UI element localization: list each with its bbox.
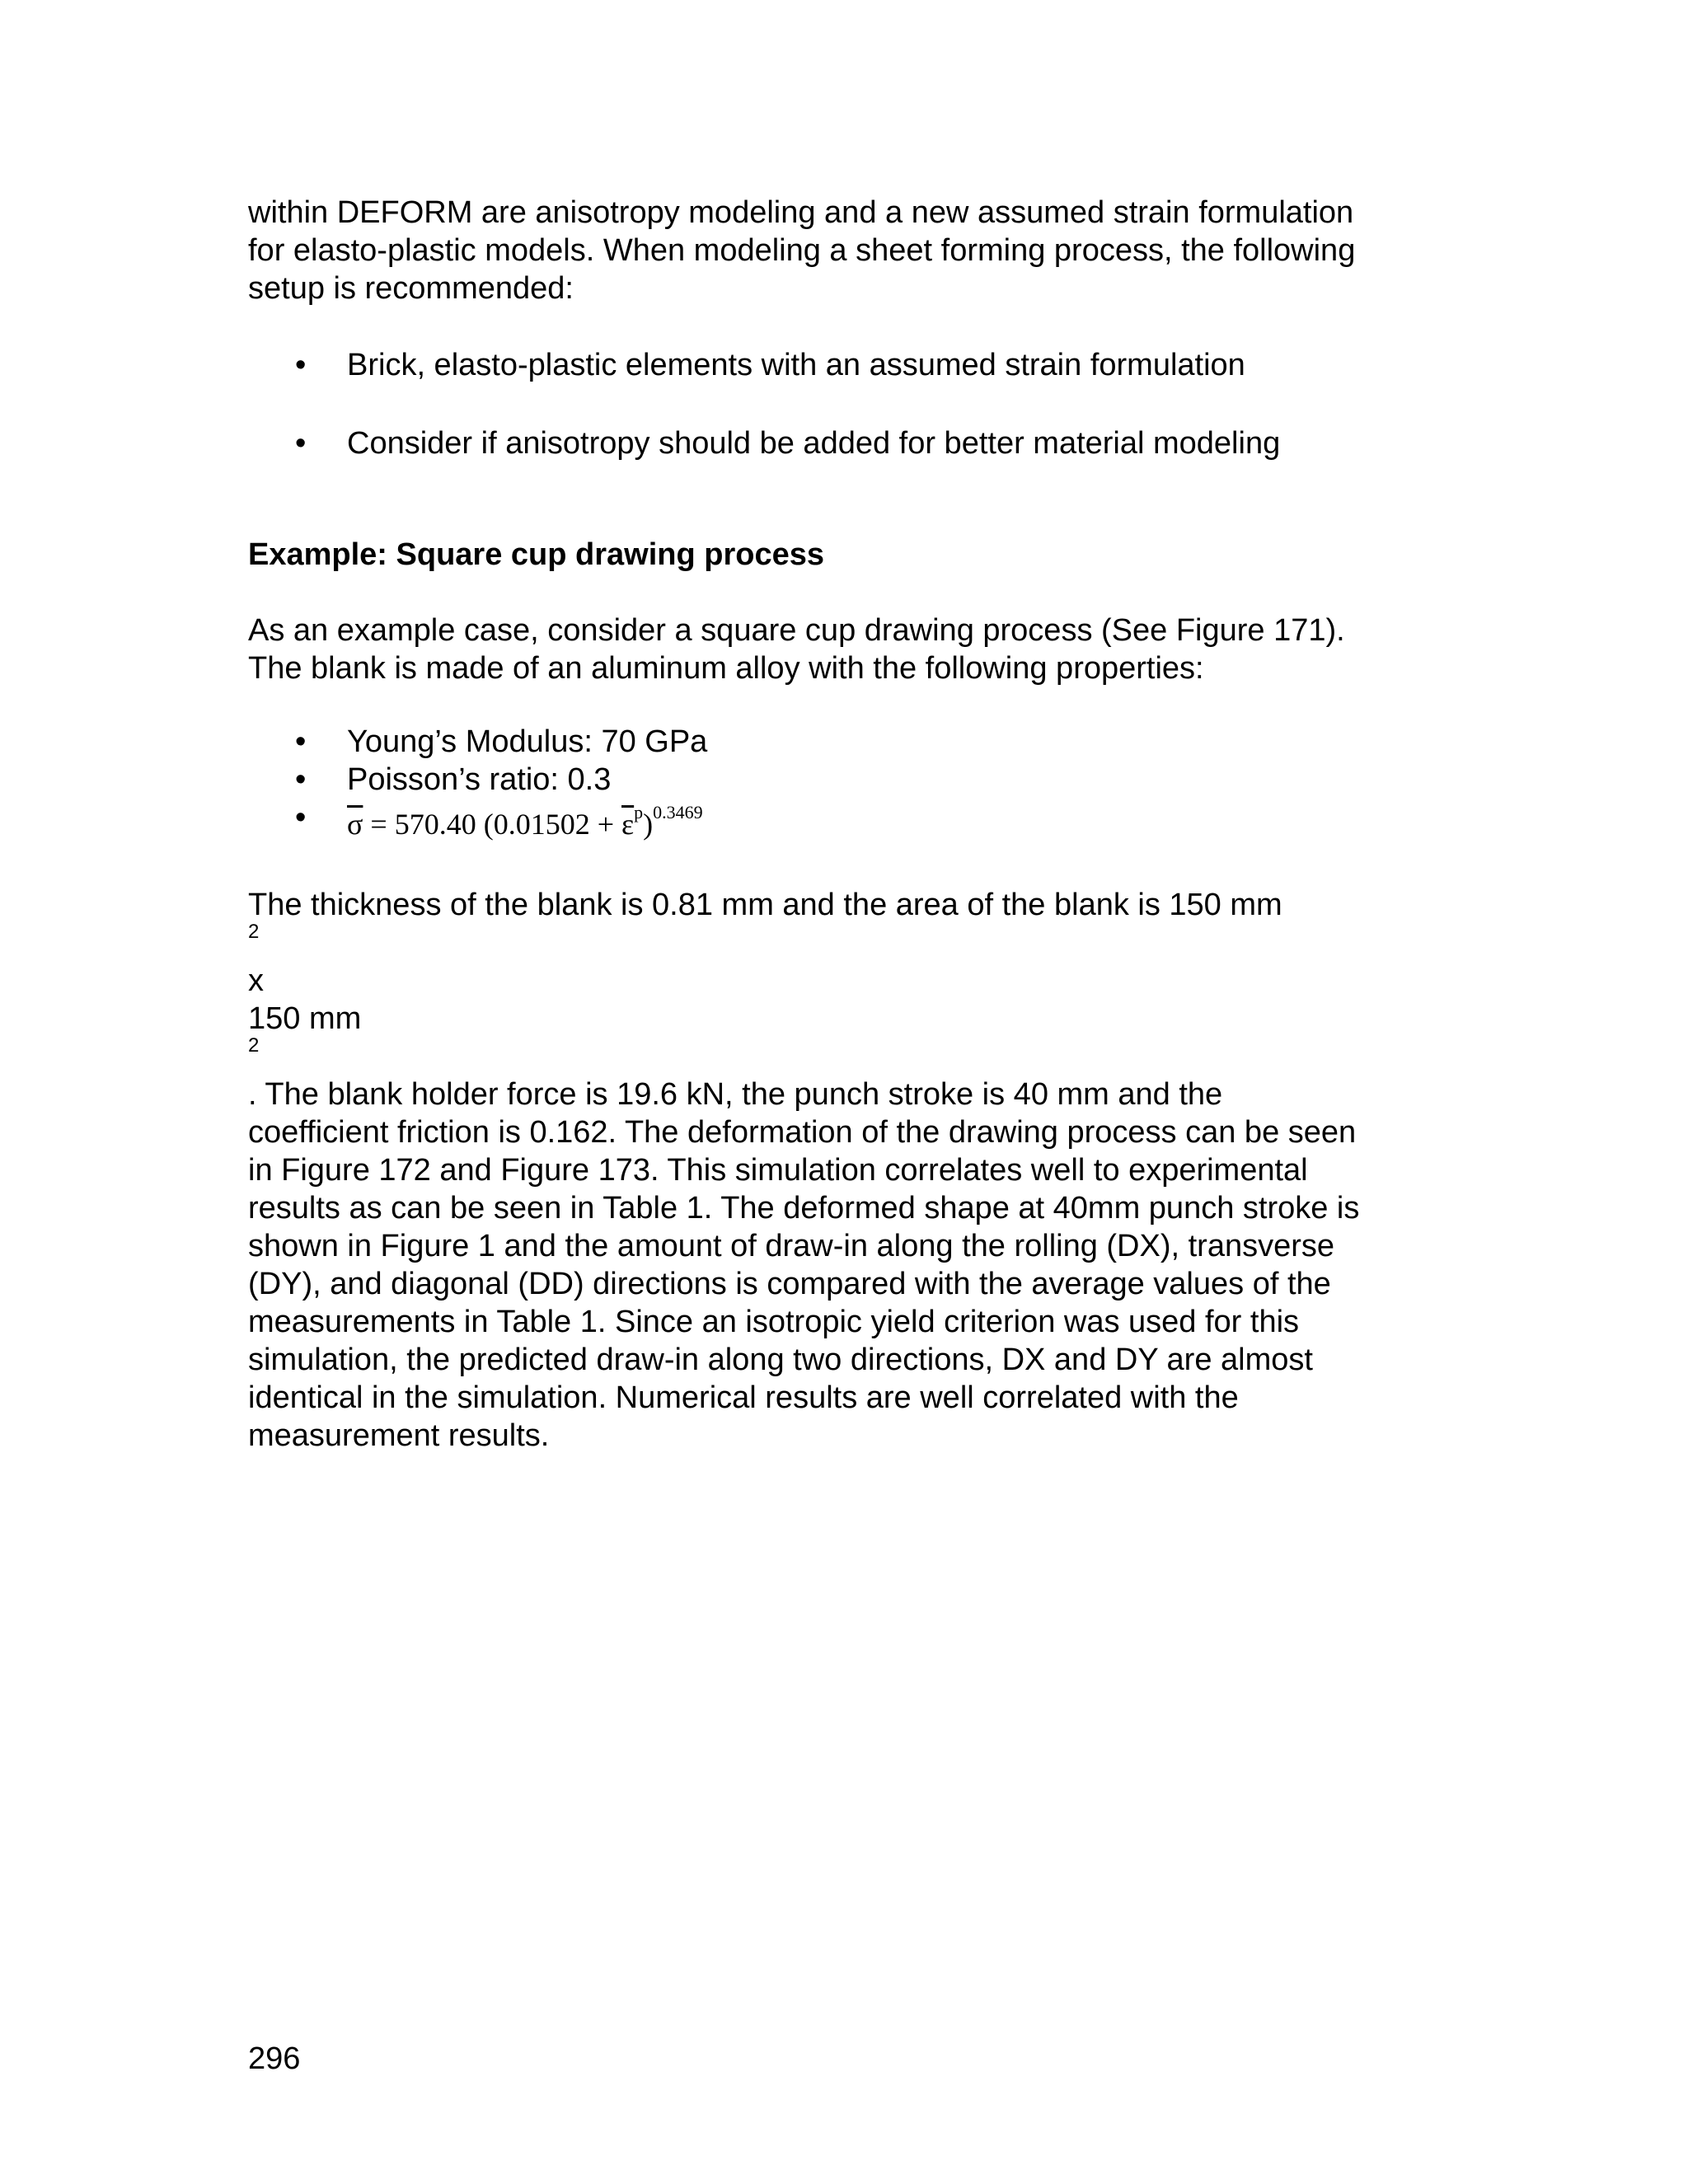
body-line [248, 886, 1460, 1000]
body-text: . The blank holder force is 19.6 kN, the punch stroke is 40 mm and the [248, 1077, 1223, 1112]
example-line: As an example case, consider a square cup drawing process (See Figure 171). [248, 613, 1345, 648]
intro-line: setup is recommended: [248, 271, 574, 306]
flow-stress-formula [347, 802, 703, 841]
property-text: Poisson’s ratio: 0.3 [347, 762, 612, 797]
formula-open: (0.01502 + [483, 808, 615, 841]
list-item-text: Brick, elasto-plastic elements with an assumed strain formulation [347, 348, 1245, 382]
formula-coefficient: 570.40 [394, 808, 476, 841]
body-paragraph [248, 886, 1460, 1455]
formula-close: ) [643, 808, 654, 841]
body-line [248, 1000, 1460, 1113]
formula-eps-superscript: p [634, 802, 644, 823]
body-line: in Figure 172 and Figure 173. This simulation correlates well to experimental [248, 1153, 1308, 1188]
list-item [248, 799, 1460, 843]
bullet-icon: • [295, 724, 307, 759]
list-item [248, 761, 1460, 799]
example-line: The blank is made of an aluminum alloy with the following properties: [248, 651, 1204, 686]
body-text: x [248, 963, 264, 998]
body-line: measurements in Table 1. Since an isotropic yield criterion was used for this [248, 1305, 1300, 1339]
example-paragraph [248, 612, 1460, 687]
body-line: identical in the simulation. Numerical results are well correlated with the [248, 1380, 1239, 1415]
page-content [248, 194, 1460, 1455]
body-line: simulation, the predicted draw-in along two directions, DX and DY are almost [248, 1343, 1313, 1377]
bullet-icon: • [295, 762, 307, 797]
page-number: 296 [248, 2041, 301, 2076]
body-text: 150 mm [248, 1001, 362, 1036]
intro-line: within DEFORM are anisotropy modeling and a new assumed strain formulation [248, 195, 1354, 230]
body-line: (DY), and diagonal (DD) directions is compared with the average values of the [248, 1267, 1331, 1301]
property-list [248, 723, 1460, 843]
section-heading: Example: Square cup drawing process [248, 537, 824, 572]
list-item-text: Consider if anisotropy should be added for better material modeling [347, 426, 1281, 461]
intro-line: for elasto-plastic models. When modeling a sheet forming process, the following [248, 233, 1356, 268]
body-line: results as can be seen in Table 1. The deformed shape at 40mm punch stroke is [248, 1191, 1360, 1226]
list-item [248, 346, 1460, 384]
body-line: coefficient friction is 0.162. The deformation of the drawing process can be seen [248, 1115, 1357, 1150]
formula-sigma: $\overline{\sigma}$ [347, 808, 363, 841]
formula-epsilon: $\overline{\varepsilon}$ [621, 808, 635, 841]
bullet-icon: • [295, 348, 307, 382]
body-text: The thickness of the blank is 0.81 mm and the area of the blank is 150 mm [248, 888, 1282, 922]
superscript: 2 [248, 1034, 260, 1057]
list-item [248, 424, 1460, 462]
list-item [248, 723, 1460, 761]
intro-paragraph [248, 194, 1460, 307]
formula-equals: = [370, 808, 387, 841]
recommendation-list [248, 346, 1460, 462]
formula-exponent: 0.3469 [653, 802, 703, 823]
bullet-icon: • [295, 426, 307, 461]
property-text: Young’s Modulus: 70 GPa [347, 724, 708, 759]
body-line: measurement results. [248, 1418, 550, 1453]
superscript: 2 [248, 921, 260, 944]
body-line: shown in Figure 1 and the amount of draw-in along the rolling (DX), transverse [248, 1229, 1335, 1263]
bullet-icon: • [295, 800, 307, 835]
